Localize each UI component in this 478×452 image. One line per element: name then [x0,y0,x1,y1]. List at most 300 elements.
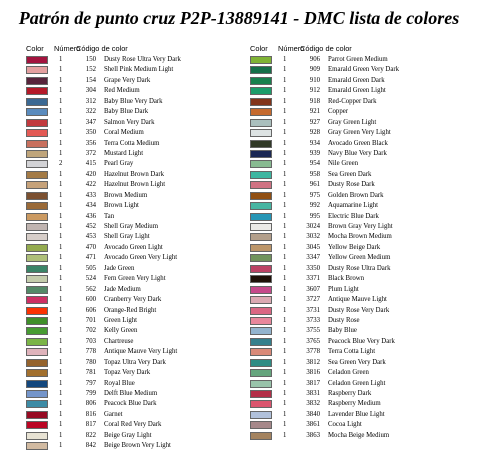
color-swatch [26,327,48,335]
color-name: Parrot Green Medium [328,56,388,63]
dmc-code: 910 [309,76,320,84]
dmc-code: 702 [85,327,96,335]
color-name: Copper [328,108,349,116]
count: 1 [59,369,63,377]
color-swatch [250,265,272,273]
color-name: Hazelnut Brown Dark [104,170,165,178]
color-name: Beige Brown Very Light [104,442,171,450]
dmc-code: 3778 [306,348,320,356]
count: 1 [283,327,287,335]
count: 1 [283,379,287,387]
dmc-code: 3727 [306,296,320,304]
color-swatch [250,98,272,106]
color-swatch [250,338,272,346]
color-swatch [26,244,48,252]
dmc-code: 703 [85,337,96,345]
count: 1 [283,254,287,262]
color-name: Jade Green [104,264,135,272]
dmc-code: 778 [85,348,96,356]
color-swatch [26,254,48,262]
count: 1 [59,149,63,157]
color-name: Terra Cotta Light [328,348,376,356]
color-swatch [250,223,272,231]
color-name: Avocado Green Very Light [104,254,178,262]
color-name: Shell Gray Light [104,233,150,241]
count: 1 [59,296,63,304]
count: 1 [59,97,63,105]
color-name: Coral Medium [104,129,144,137]
color-swatch [250,77,272,85]
color-name: Kelly Green [104,327,138,335]
color-swatch [26,421,48,429]
dmc-code: 3812 [306,358,320,366]
count: 1 [283,223,287,230]
color-swatch [250,233,272,241]
count: 1 [59,233,63,241]
count: 1 [59,170,63,178]
count: 1 [283,358,287,366]
count: 1 [59,56,63,63]
dmc-code: 322 [85,108,96,116]
count: 1 [283,306,287,314]
color-name: Baby Blue Very Dark [104,97,163,105]
dmc-code: 995 [309,212,320,220]
count: 1 [59,348,63,356]
color-swatch [250,400,272,408]
count: 1 [283,296,287,304]
dmc-code: 150 [85,56,96,63]
dmc-code: 780 [85,358,96,366]
dmc-code: 921 [309,108,320,116]
count: 1 [59,118,63,126]
dmc-code: 3024 [306,223,320,230]
dmc-code: 3817 [306,379,320,387]
color-swatch [250,87,272,95]
page-title: Patrón de punto cruz P2P-13889141 - DMC lista de colores [18,8,460,28]
dmc-code: 912 [309,87,320,95]
count: 1 [59,264,63,272]
count: 1 [283,191,287,199]
dmc-code: 906 [309,56,320,63]
color-swatch [26,380,48,388]
dmc-code: 701 [85,316,96,324]
dmc-code: 3840 [306,410,320,418]
dmc-code: 453 [85,233,96,241]
dmc-code: 524 [85,275,96,283]
count: 1 [59,400,63,408]
dmc-code: 152 [85,66,96,74]
dmc-code: 350 [85,129,96,137]
dmc-code: 3733 [306,316,320,324]
count: 1 [283,108,287,116]
color-name: Emarald Green Very Dark [328,66,400,74]
color-name: Lavender Blue Light [328,410,385,418]
header-color: Color [250,44,268,53]
count: 1 [59,212,63,220]
color-swatch [250,421,272,429]
dmc-code: 3371 [306,275,320,283]
color-name: Celadon Green Light [328,379,386,387]
color-swatch [26,286,48,294]
color-swatch [250,327,272,335]
count: 1 [283,431,287,439]
count: 1 [283,316,287,324]
color-swatch [250,359,272,367]
color-swatch [26,432,48,440]
color-swatch [26,56,48,64]
color-swatch [26,181,48,189]
dmc-code: 436 [85,212,96,220]
color-name: Brown Gray Very Light [328,223,393,230]
color-swatch [26,442,48,450]
dmc-code: 470 [85,243,96,251]
dmc-code: 934 [309,139,320,147]
color-swatch [250,56,272,64]
color-swatch [26,98,48,106]
dmc-code: 992 [309,202,320,210]
count: 1 [59,275,63,283]
dmc-code: 422 [85,181,96,189]
color-swatch [250,369,272,377]
count: 1 [283,285,287,293]
color-name: Sea Green Dark [328,170,372,178]
color-name: Red Medium [104,87,140,95]
color-name: Jade Medium [104,285,141,293]
dmc-code: 961 [309,181,320,189]
color-name: Salmon Very Dark [104,118,155,126]
color-name: Sea Green Very Dark [328,358,386,366]
dmc-code: 927 [309,118,320,126]
dmc-code: 154 [85,76,96,84]
count: 1 [59,191,63,199]
color-name: Electric Blue Dark [328,212,379,220]
color-swatch [26,275,48,283]
color-swatch [250,411,272,419]
color-name: Red-Copper Dark [328,97,377,105]
color-name: Gray Green Very Light [328,129,391,137]
dmc-code: 606 [85,306,96,314]
color-name: Raspberry Medium [328,400,381,408]
color-swatch [26,160,48,168]
header-numero: Número [54,44,81,53]
dmc-code: 3350 [306,264,320,272]
dmc-code: 3731 [306,306,320,314]
dmc-code: 918 [309,97,320,105]
color-swatch [26,348,48,356]
dmc-code: 356 [85,139,96,147]
count: 1 [283,348,287,356]
color-name: Gray Green Light [328,118,377,126]
dmc-code: 347 [85,118,96,126]
color-swatch [250,244,272,252]
color-swatch [250,140,272,148]
count: 1 [59,358,63,366]
count: 1 [283,202,287,210]
color-swatch [26,400,48,408]
dmc-code: 312 [85,97,96,105]
color-name: Topaz Ultra Very Dark [104,358,166,366]
dmc-code: 452 [85,223,96,230]
count: 1 [283,275,287,283]
color-swatch [26,140,48,148]
dmc-code: 3832 [306,400,320,408]
header-codigo: Código de color [300,44,352,53]
color-name: Baby Blue [328,327,357,335]
color-name: Brown Medium [104,191,148,199]
header-numero: Número [278,44,305,53]
color-name: Brown Light [104,202,139,210]
color-swatch [250,307,272,315]
dmc-code: 3045 [306,243,320,251]
count: 1 [283,118,287,126]
color-swatch [250,108,272,116]
color-name: Mocha Beige Medium [328,431,390,439]
dmc-code: 939 [309,149,320,157]
color-name: Avocado Green Black [328,139,388,147]
count: 1 [283,76,287,84]
dmc-code: 415 [85,160,96,168]
count: 1 [59,337,63,345]
count: 1 [283,369,287,377]
color-name: Navy Blue Very Dark [328,149,387,157]
dmc-code: 842 [85,442,96,450]
color-name: Cranberry Very Dark [104,296,162,304]
count: 1 [283,421,287,429]
count: 1 [283,56,287,63]
color-name: Fern Green Very Light [104,275,166,283]
color-name: Nile Green [328,160,359,168]
color-swatch [250,192,272,200]
color-name: Dusty Rose Ultra Dark [328,264,391,272]
count: 1 [59,421,63,429]
dmc-code: 3816 [306,369,320,377]
color-name: Royal Blue [104,379,135,387]
color-name: Shell Pink Medium Light [104,66,174,74]
color-name: Chartreuse [104,337,134,345]
color-swatch [26,150,48,158]
color-name: Plum Light [328,285,359,293]
color-swatch [250,129,272,137]
color-swatch [26,171,48,179]
color-swatch [250,432,272,440]
color-name: Tan [104,212,115,220]
count: 1 [59,410,63,418]
color-name: Yellow Beige Dark [328,243,381,251]
color-swatch [250,296,272,304]
color-swatch [26,411,48,419]
color-name: Dusty Rose [328,316,360,324]
color-name: Green Light [104,316,138,324]
dmc-code: 909 [309,66,320,74]
dmc-code: 471 [85,254,96,262]
count: 1 [59,202,63,210]
count: 1 [283,149,287,157]
count: 1 [283,160,287,168]
count: 1 [59,243,63,251]
count: 1 [59,316,63,324]
color-name: Orange-Red Bright [104,306,157,314]
color-swatch [250,181,272,189]
color-name: Coral Red Very Dark [104,421,162,429]
color-swatch [250,275,272,283]
color-swatch [26,87,48,95]
color-name: Dusty Rose Ultra Very Dark [104,56,181,63]
color-name: Grape Very Dark [104,76,151,84]
dmc-code: 420 [85,170,96,178]
color-name: Dusty Rose Very Dark [328,306,390,314]
color-name: Pearl Gray [104,160,134,168]
color-swatch [26,307,48,315]
color-swatch [250,160,272,168]
dmc-code: 3831 [306,390,320,397]
color-name: Cocoa Light [328,421,362,429]
dmc-code: 562 [85,285,96,293]
count: 1 [283,66,287,74]
color-name: Beige Gray Light [104,431,152,439]
color-name: Mustard Light [104,149,144,157]
dmc-code: 928 [309,129,320,137]
color-swatch [250,390,272,398]
color-name: Yellow Green Medium [328,254,391,262]
color-name: Hazelnut Brown Light [104,181,166,189]
dmc-code: 600 [85,296,96,304]
dmc-code: 3032 [306,233,320,241]
count: 1 [59,129,63,137]
color-swatch [26,77,48,85]
dmc-code: 958 [309,170,320,178]
color-swatch [26,192,48,200]
count: 1 [283,212,287,220]
count: 1 [283,400,287,408]
color-swatch [26,108,48,116]
color-name: Celadon Green [328,369,369,377]
count: 1 [283,233,287,241]
color-name: Terra Cotta Medium [104,139,160,147]
dmc-code: 954 [309,160,320,168]
count: 1 [59,390,63,397]
count: 1 [59,285,63,293]
header-color: Color [26,44,44,53]
dmc-code: 304 [85,87,96,95]
color-name: Avocado Green Light [104,243,163,251]
color-name: Emarald Green Light [328,87,386,95]
dmc-code: 816 [85,410,96,418]
color-swatch [26,296,48,304]
color-name: Delft Blue Medium [104,390,158,397]
color-name: Mocha Brown Medium [328,233,392,241]
count: 1 [59,327,63,335]
color-swatch [26,223,48,231]
color-name: Baby Blue Dark [104,108,149,116]
count: 1 [283,410,287,418]
count: 1 [59,66,63,74]
color-name: Shell Gray Medium [104,223,158,230]
color-swatch [26,390,48,398]
header-codigo: Código de color [76,44,128,53]
count: 1 [59,431,63,439]
color-name: Antique Mauve Very Light [104,348,178,356]
color-name: Peacock Blue Very Dark [328,337,395,345]
color-swatch [250,150,272,158]
count: 1 [59,306,63,314]
count: 1 [283,181,287,189]
count: 1 [59,139,63,147]
count: 1 [283,129,287,137]
count: 1 [283,87,287,95]
dmc-code: 822 [85,431,96,439]
color-swatch [250,66,272,74]
color-swatch [26,129,48,137]
color-swatch [250,202,272,210]
color-name: Black Brown [328,275,365,283]
dmc-code: 3863 [306,431,320,439]
dmc-code: 799 [85,390,96,397]
dmc-code: 505 [85,264,96,272]
color-swatch [250,213,272,221]
color-swatch [26,66,48,74]
color-swatch [26,265,48,273]
dmc-code: 433 [85,191,96,199]
count: 1 [59,442,63,450]
dmc-code: 434 [85,202,96,210]
color-swatch [26,369,48,377]
dmc-code: 781 [85,369,96,377]
color-swatch [26,359,48,367]
count: 1 [59,223,63,230]
color-name: Peacock Blue Dark [104,400,157,408]
count: 1 [283,337,287,345]
dmc-code: 3755 [306,327,320,335]
color-name: Topaz Very Dark [104,369,151,377]
dmc-code: 3861 [306,421,320,429]
color-swatch [250,286,272,294]
color-name: Emarald Green Dark [328,76,385,84]
dmc-code: 806 [85,400,96,408]
color-swatch [26,338,48,346]
count: 1 [283,264,287,272]
count: 2 [59,160,63,168]
color-swatch [26,213,48,221]
dmc-code: 3765 [306,337,320,345]
count: 1 [59,181,63,189]
dmc-code: 3347 [306,254,320,262]
count: 1 [59,379,63,387]
color-name: Dusty Rose Dark [328,181,375,189]
color-swatch [250,348,272,356]
color-swatch [250,317,272,325]
count: 1 [59,87,63,95]
count: 1 [283,243,287,251]
count: 1 [283,390,287,397]
color-name: Garnet [104,410,123,418]
color-swatch [26,119,48,127]
color-swatch [250,254,272,262]
color-name: Raspberry Dark [328,390,372,397]
count: 1 [283,139,287,147]
count: 1 [59,254,63,262]
color-name: Antique Mauve Light [328,296,387,304]
color-swatch [26,233,48,241]
color-swatch [250,119,272,127]
color-swatch [250,380,272,388]
color-swatch [26,202,48,210]
count: 1 [283,97,287,105]
count: 1 [59,76,63,84]
dmc-code: 817 [85,421,96,429]
dmc-code: 975 [309,191,320,199]
dmc-code: 3607 [306,285,320,293]
count: 1 [59,108,63,116]
